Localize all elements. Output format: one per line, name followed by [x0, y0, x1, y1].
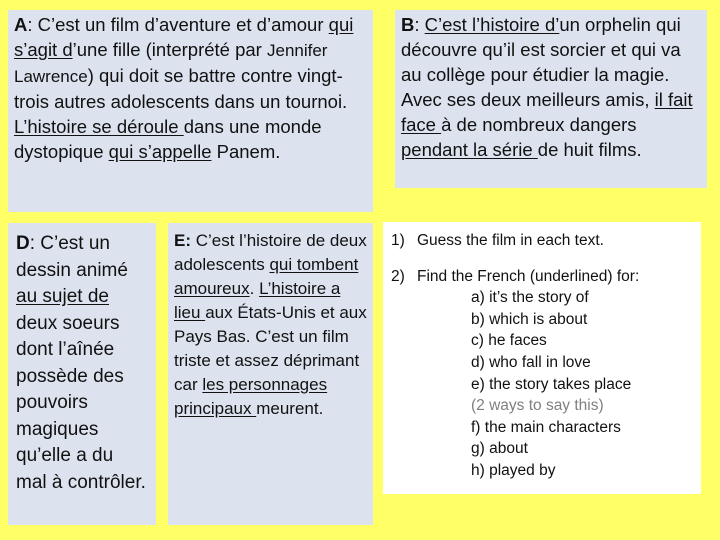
text-e-part: C’est l’histoire de deux adolescents [174, 231, 367, 274]
vocab-item: c) he faces [471, 332, 547, 350]
underlined-phrase: qui s’appelle [108, 141, 212, 162]
underlined-phrase: il fait face [401, 89, 693, 135]
text-b-part: : [414, 14, 425, 35]
question-2 [391, 266, 693, 288]
text-a-part: ) qui doit se battre contre vingt-trois autres adolescents dans un tournoi. [14, 65, 348, 112]
vocab-list [391, 287, 693, 481]
text-b-part: de huit films. [537, 139, 642, 160]
vocab-item: d) who fall in love [471, 353, 591, 371]
text-box-a [8, 10, 373, 212]
underlined-phrase: L’histoire a lieu [174, 279, 341, 322]
questions-box [383, 222, 701, 494]
question-number: 2) [391, 267, 405, 285]
vocab-item: f) the main characters [471, 418, 621, 436]
question-text: Guess the film in each text. [417, 232, 604, 249]
text-a-part: : C’est un film d’aventure et d’amour [27, 14, 329, 35]
underlined-phrase: au sujet de [16, 286, 109, 307]
question-text: Find the French (underlined) for: [417, 267, 640, 285]
vocab-item: b) which is about [471, 310, 588, 328]
vocab-note: (2 ways to say this) [471, 397, 604, 415]
underlined-phrase: pendant la série [401, 139, 538, 160]
text-e-part: meurent. [256, 399, 324, 418]
vocab-item: e) the story takes place [471, 375, 632, 393]
question-1 [391, 230, 693, 252]
vocab-item: a) it’s the story of [471, 289, 589, 307]
text-b-part: à de nombreux dangers [441, 114, 637, 135]
underlined-phrase: C’est l’histoire d’ [424, 14, 560, 35]
question-number: 1) [391, 232, 405, 249]
spacer [391, 252, 693, 266]
actor-name: Jennifer Lawrence [14, 41, 328, 86]
letter-d: D [16, 233, 30, 254]
text-d-part: : C’est un dessin animé [16, 233, 128, 281]
text-a-part: ’une fille (interprété par [72, 39, 267, 60]
underlined-phrase: qui tombent amoureux [174, 255, 359, 298]
text-box-d [8, 223, 156, 525]
underlined-phrase: qui s’agit d [14, 14, 354, 60]
vocab-item: g) about [471, 440, 528, 458]
text-box-b [395, 10, 707, 188]
letter-b: B [401, 14, 415, 35]
vocab-item: h) played by [471, 461, 556, 479]
text-b-part: un orphelin qui découvre qu’il est sorcier et qui va au collège pour étudier la magie. Avec ses deux meilleurs amis, [401, 14, 681, 110]
text-e-part: . [249, 279, 260, 298]
underlined-phrase: L’histoire se déroule [14, 116, 184, 137]
letter-a: A [14, 14, 28, 35]
text-a-part: Panem. [211, 141, 281, 162]
text-d-part: deux soeurs dont l’aînée possède des pouvoirs magiques qu’elle a du mal à contrôler. [16, 312, 146, 493]
letter-e: E: [174, 231, 191, 250]
text-e-part: aux États-Unis et aux Pays Bas. C’est un film triste et assez déprimant car [174, 303, 367, 394]
text-a-part: dans une monde dystopique [14, 116, 322, 162]
underlined-phrase: les personnages principaux [174, 375, 328, 418]
text-box-e [168, 223, 373, 525]
